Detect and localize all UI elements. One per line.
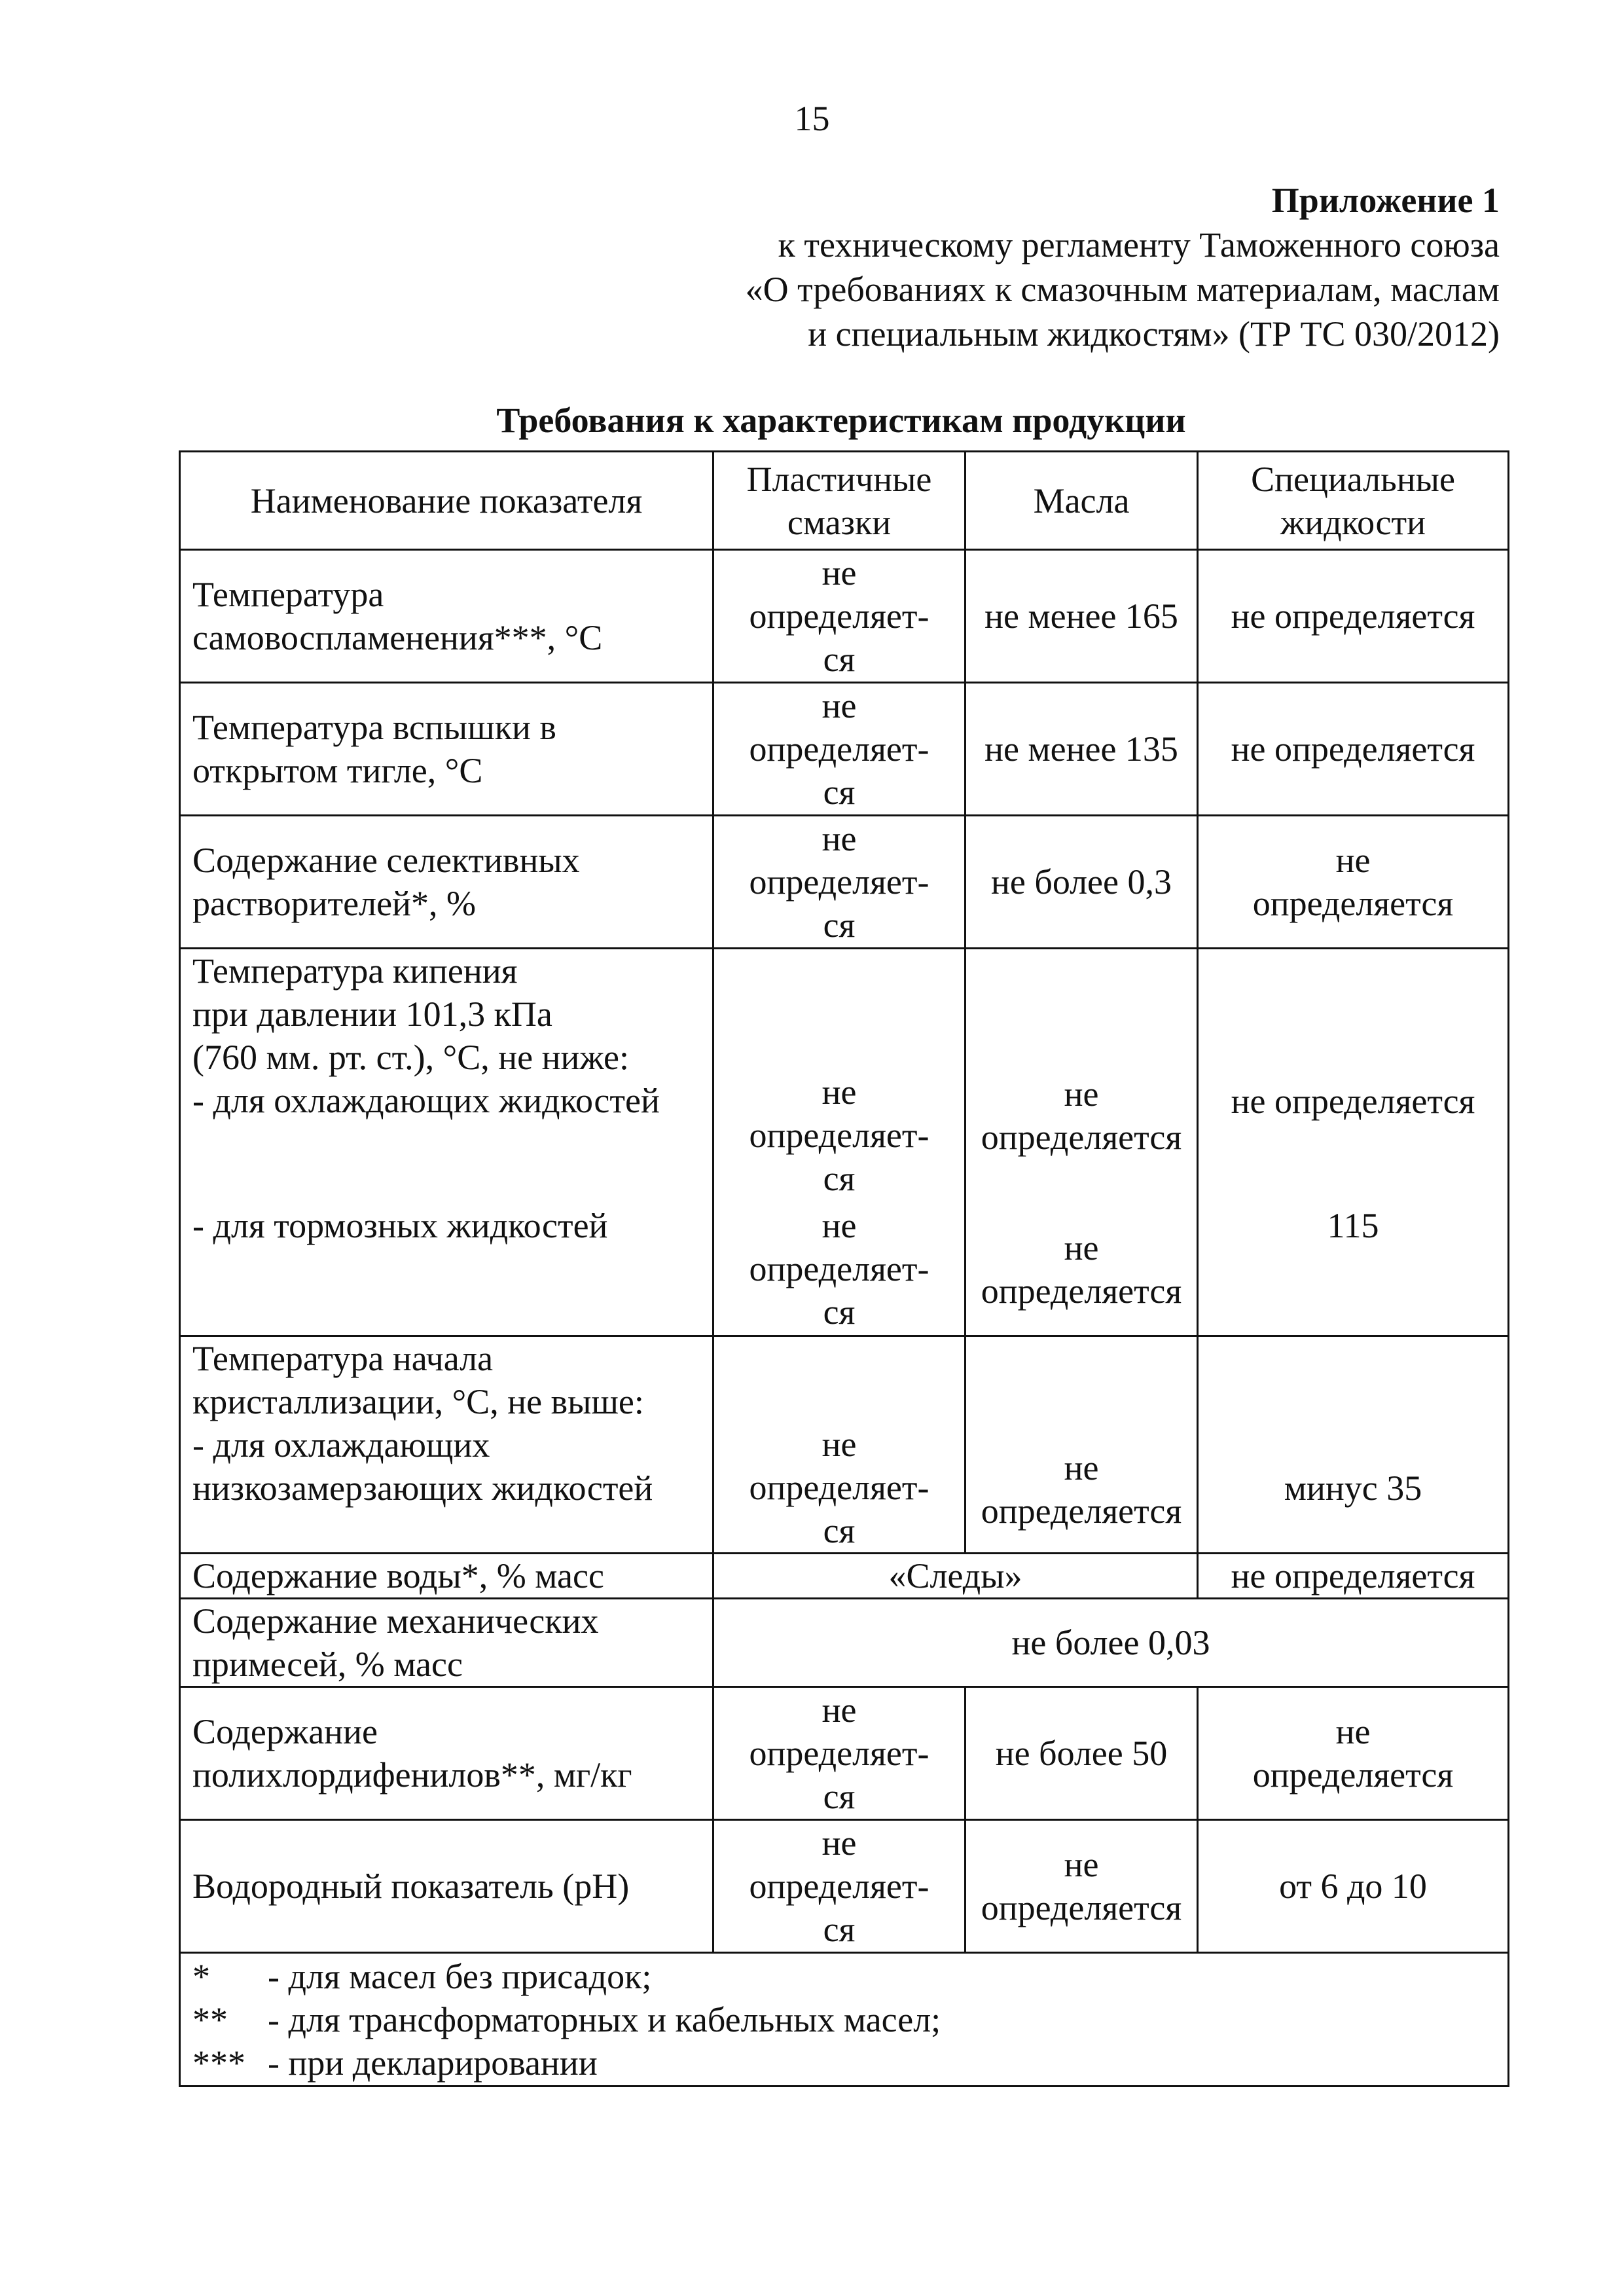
fluids-value: не определяется [1198, 683, 1509, 816]
oils-value: не менее 165 [965, 550, 1198, 683]
greases-value: не определяет- ся [713, 1336, 965, 1554]
appendix-line: «О требованиях к смазочным материалам, маслам [745, 270, 1500, 309]
table-row [180, 1820, 1509, 1953]
appendix-title: Приложение 1 [1271, 181, 1500, 220]
greases-value: не определяет- ся [713, 683, 965, 816]
greases-value: не определяет- ся [713, 550, 965, 683]
footnotes [180, 1953, 1509, 2086]
table-row [180, 816, 1509, 949]
greases-value: не определяет- ся [713, 1204, 965, 1336]
table-row [180, 683, 1509, 816]
indicator-name: Температура самовоспламенения***, °С [180, 550, 713, 683]
indicator-name: Температура кипения при давлении 101,3 кПа (760 мм. рт. ст.), °С, не ниже: - для охлаждающих жидкостей [180, 949, 713, 1204]
oils-value: не определяется [965, 1336, 1198, 1554]
indicator-name: - для тормозных жидкостей [180, 1204, 713, 1336]
footnote: ** - для трансформаторных и кабельных масел; [192, 1999, 941, 2039]
indicator-name: Содержание селективных растворителей*, % [180, 816, 713, 949]
footnote: *** - при декларировании [192, 2043, 598, 2083]
table-row [180, 1687, 1509, 1820]
fluids-value: от 6 до 10 [1198, 1820, 1509, 1953]
table-title: Требования к характеристикам продукции [496, 401, 1186, 440]
indicator-name: Содержание воды*, % масс [180, 1554, 713, 1599]
header-special-fluids: Специальные жидкости [1198, 452, 1509, 550]
fluids-value: минус 35 [1198, 1336, 1509, 1554]
oils-value: не более 0,3 [965, 816, 1198, 949]
header-oils: Масла [965, 452, 1198, 550]
oils-value: не определяется [965, 1204, 1198, 1336]
appendix-line: и специальным жидкостям» (ТР ТС 030/2012) [808, 314, 1500, 354]
oils-value: не менее 135 [965, 683, 1198, 816]
oils-value: не более 50 [965, 1687, 1198, 1820]
header-greases: Пластичные смазки [713, 452, 965, 550]
indicator-name: Содержание полихлордифенилов**, мг/кг [180, 1687, 713, 1820]
greases-value: не определяет- ся [713, 816, 965, 949]
fluids-value: 115 [1198, 1204, 1509, 1336]
greases-value: не определяет- ся [713, 1820, 965, 1953]
greases-value: не определяет- ся [713, 949, 965, 1204]
header-indicator: Наименование показателя [180, 452, 713, 550]
fluids-value: не определяется [1198, 816, 1509, 949]
greases-oils-value: «Следы» [713, 1554, 1198, 1599]
fluids-value: не определяется [1198, 550, 1509, 683]
appendix-line: к техническому регламенту Таможенного союза [778, 225, 1500, 264]
fluids-value: не определяется [1198, 1554, 1509, 1599]
table-row [180, 1204, 1509, 1336]
page-number: 15 [794, 99, 830, 138]
fluids-value: не определяется [1198, 949, 1509, 1204]
oils-value: не определяется [965, 949, 1198, 1204]
all-products-value: не более 0,03 [713, 1599, 1509, 1687]
indicator-name: Водородный показатель (pH) [180, 1820, 713, 1953]
oils-value: не определяется [965, 1820, 1198, 1953]
indicator-name: Содержание механических примесей, % масс [180, 1599, 713, 1687]
table-row [180, 1554, 1509, 1599]
footnote: * - для масел без присадок; [192, 1956, 652, 1996]
table-row [180, 550, 1509, 683]
table-row [180, 1599, 1509, 1687]
table-row [180, 1336, 1509, 1554]
footnotes-row [180, 1953, 1509, 2086]
fluids-value: не определяется [1198, 1687, 1509, 1820]
indicator-name: Температура начала кристаллизации, °С, не выше: - для охлаждающих низкозамерзающих жидкостей [180, 1336, 713, 1554]
greases-value: не определяет- ся [713, 1687, 965, 1820]
requirements-table [179, 450, 1509, 2087]
table-row [180, 949, 1509, 1204]
indicator-name: Температура вспышки в открытом тигле, °С [180, 683, 713, 816]
appendix-header [746, 178, 1500, 356]
table-header-row [180, 452, 1509, 550]
